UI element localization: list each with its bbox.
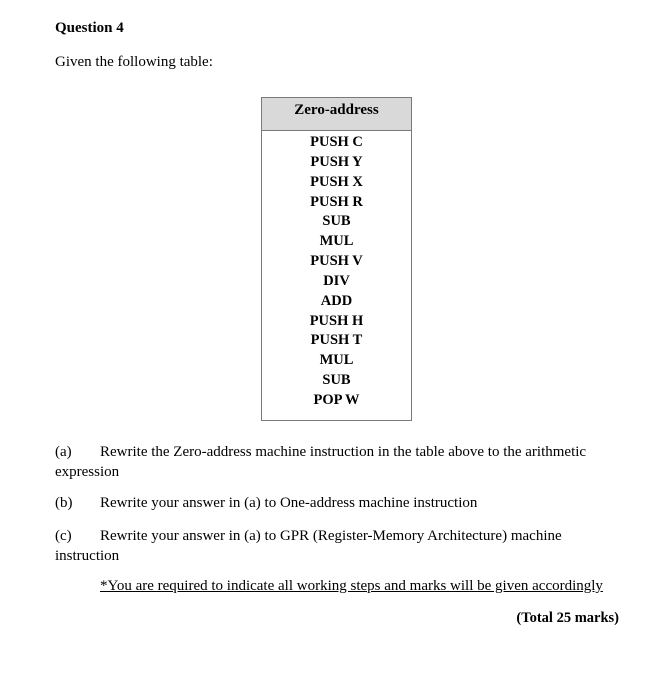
- part-a-label: (a): [55, 444, 72, 460]
- question-title: Question 4: [55, 20, 124, 36]
- table-row: PUSH R: [310, 193, 363, 210]
- instruction-note: *You are required to indicate all working steps and marks will be given accordingly: [100, 578, 603, 594]
- table-row: SUB: [322, 372, 351, 389]
- total-marks: (Total 25 marks): [516, 610, 619, 626]
- part-a-text: Rewrite the Zero-address machine instruction in the table above to the arithmetic expression: [55, 444, 587, 480]
- table-header: Zero-address: [262, 98, 411, 131]
- table-row: SUB: [322, 213, 351, 230]
- table-row: PUSH X: [310, 173, 363, 190]
- table-row: PUSH H: [309, 312, 364, 329]
- part-a: [55, 442, 615, 482]
- table-row: MUL: [319, 352, 354, 369]
- question-intro: Given the following table:: [55, 54, 213, 70]
- table-row: PUSH V: [310, 253, 363, 270]
- part-c-label: (c): [55, 528, 72, 544]
- part-b-text: Rewrite your answer in (a) to One-address machine instruction: [100, 495, 478, 511]
- table-row: MUL: [319, 233, 354, 250]
- table-row: POP W: [313, 391, 360, 408]
- table-row: PUSH Y: [310, 153, 363, 170]
- table-row: PUSH T: [310, 332, 363, 349]
- zero-address-table: [261, 97, 412, 421]
- part-b-label: (b): [55, 495, 73, 511]
- table-row: PUSH C: [310, 134, 363, 150]
- part-b: [55, 493, 615, 513]
- table-row: DIV: [323, 272, 350, 289]
- instruction-list: [262, 131, 411, 411]
- part-c-text: Rewrite your answer in (a) to GPR (Register-Memory Architecture) machine instruction: [55, 528, 562, 564]
- part-c: [55, 526, 615, 566]
- table-row: ADD: [320, 292, 353, 309]
